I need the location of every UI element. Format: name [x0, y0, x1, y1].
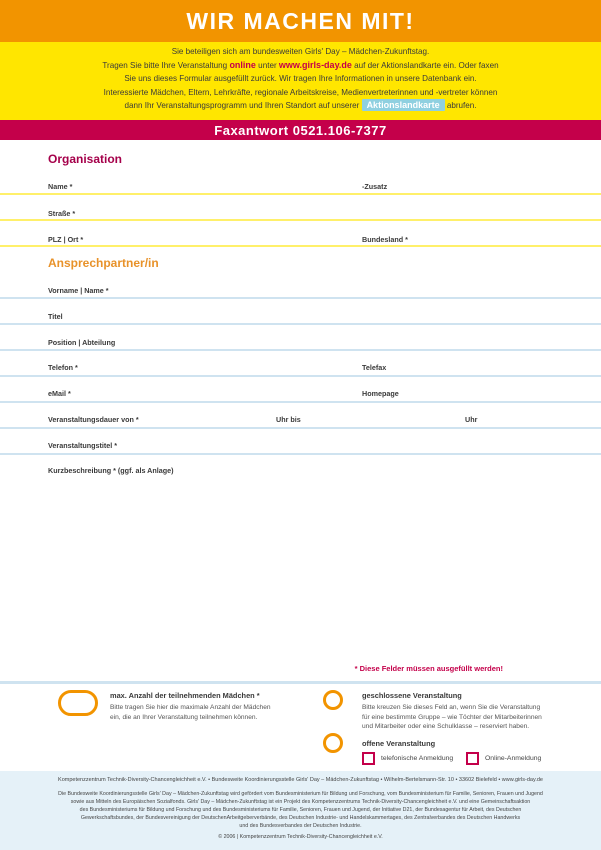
kurzbeschreibung-label: Kurzbeschreibung * (ggf. als Anlage) — [48, 466, 174, 475]
closed-event-help — [362, 703, 542, 732]
footer-address: Kompetenzzentrum Technik-Diversity-Chancengleichheit e.V. • Bundesweite Koordinierungsstelle Girls' Day – Mädchen-Zukunftstag • Wilhelm-Bertelsmann-Str. 10 • 33602 Bielefeld • www.girls-day.de — [58, 777, 543, 783]
fax-number: Faxantwort 0521.106-7377 — [214, 122, 387, 138]
page-title: WIR MACHEN MIT! — [186, 7, 415, 34]
intro-line-5 — [0, 99, 601, 113]
bundesland-label: Bundesland * — [362, 235, 408, 244]
intro-line-1: Sie beteiligen sich am bundesweiten Girls' Day – Mädchen-Zukunftstag. — [171, 47, 430, 56]
uhr-label: Uhr — [465, 415, 478, 424]
footer — [0, 771, 601, 850]
header-banner — [0, 0, 601, 42]
plz-ort-label: PLZ | Ort * — [48, 235, 84, 244]
strasse-label: Straße * — [48, 209, 76, 218]
position-label: Position | Abteilung — [48, 338, 116, 347]
name-field-line[interactable] — [0, 193, 601, 195]
phone-registration-label: telefonische Anmeldung — [381, 755, 454, 762]
intro-text-part: dann Ihr Veranstaltungsprogramm und Ihren Standort auf unserer — [124, 101, 362, 111]
intro-line-3: Sie uns dieses Formular ausgefüllt zurück. Wir tragen Ihre Informationen in unsere Datenbank ein. — [124, 74, 477, 84]
footer-sponsor-line: und des Bundesverbandes der Deutschen Industrie. — [239, 823, 362, 829]
zusatz-label: -Zusatz — [362, 182, 388, 191]
uhr-bis-label: Uhr bis — [276, 415, 301, 424]
homepage-label: Homepage — [362, 389, 399, 398]
required-note: * Diese Felder müssen ausgefüllt werden! — [354, 664, 503, 673]
max-count-input[interactable] — [58, 690, 98, 716]
closed-event-help-line: und Mitarbeiter oder eine Schulklasse – reserviert haben. — [362, 723, 530, 730]
intro-text-part: auf der Aktionslandkarte ein. Oder faxen — [351, 60, 499, 70]
intro-text — [0, 42, 601, 120]
max-count-help-line: ein, die an Ihrer Veranstaltung teilnehmen können. — [110, 713, 258, 721]
email-label: eMail * — [48, 389, 71, 398]
intro-text-part: unter — [255, 60, 279, 70]
email-field-line[interactable] — [0, 401, 601, 403]
footer-sponsors — [0, 790, 601, 830]
plz-ort-field-line[interactable] — [0, 245, 601, 247]
ansprechpartner-title: Ansprechpartner/in — [48, 256, 159, 270]
intro-text-part: abrufen. — [444, 101, 477, 111]
open-event-title: offene Veranstaltung — [362, 739, 436, 748]
vorname-label: Vorname | Name * — [48, 286, 109, 295]
max-count-help-line: Bitte tragen Sie hier die maximale Anzahl der Mädchen — [110, 704, 271, 711]
veranstaltungstitel-field-line[interactable] — [0, 453, 601, 455]
footer-sponsor-line: Gewerkschaftsbundes, der Bundesvereinigung der DeutschenArbeitgeberverbände, des Deutschen Industrie- und Handelskammertages, des Zentralverbandes des Deutschen Handwerks — [80, 815, 521, 821]
telefax-label: Telefax — [362, 363, 387, 372]
intro-line-4: Interessierte Mädchen, Eltern, Lehrkräfte, regionale Arbeitskreise, Medienvertreterinnen und -vertreter können — [103, 87, 498, 97]
options-divider — [0, 681, 601, 684]
footer-sponsor-line: sowie aus Mitteln des Europäischen Sozialfonds. Girls' Day – Mädchen-Zukunftstag ist ein Projekt des Kompetenzzentrums Technik-Diversity-Chancengleichheit e.V. und eine Gemeinschaftsaktion — [70, 799, 531, 805]
closed-event-title: geschlossene Veranstaltung — [362, 691, 462, 700]
closed-event-help-line: Bitte kreuzen Sie dieses Feld an, wenn Sie die Veranstaltung — [362, 704, 541, 711]
footer-sponsor-line: des Bundesministeriums für Bildung und Forschung und des Bundesministeriums für Familie, Senioren, Frauen und Jugend, der Initiative D21, der Bundesagentur für Arbeit, des Deutschen — [79, 807, 522, 813]
dauer-label: Veranstaltungsdauer von * — [48, 415, 139, 424]
intro-line-2 — [0, 59, 601, 73]
fax-banner — [0, 120, 601, 140]
max-count-help — [110, 703, 271, 722]
titel-field-line[interactable] — [0, 323, 601, 325]
aktionslandkarte-link[interactable]: Aktionslandkarte — [362, 99, 445, 111]
position-field-line[interactable] — [0, 349, 601, 351]
footer-copyright: © 2006 | Kompetenzzentrum Technik-Diversity-Chancengleichheit e.V. — [218, 834, 383, 840]
website-link[interactable]: www.girls-day.de — [278, 59, 352, 70]
online-registration-label: Online-Anmeldung — [485, 755, 542, 762]
online-registration-checkbox[interactable] — [466, 752, 479, 765]
telefon-field-line[interactable] — [0, 375, 601, 377]
vorname-field-line[interactable] — [0, 297, 601, 299]
closed-event-help-line: für eine bestimmte Gruppe – wie Töchter der Mitarbeiterinnen — [362, 713, 542, 721]
telefon-label: Telefon * — [48, 363, 78, 372]
name-label: Name * — [48, 182, 73, 191]
open-event-radio[interactable] — [323, 733, 343, 753]
strasse-field-line[interactable] — [0, 219, 601, 221]
organisation-title: Organisation — [48, 152, 123, 166]
dauer-field-line[interactable] — [0, 427, 601, 429]
phone-registration-checkbox[interactable] — [362, 752, 375, 765]
intro-text-part: Tragen Sie bitte Ihre Veranstaltung — [102, 60, 230, 70]
footer-sponsor-line: Die Bundesweite Koordinierungsstelle Girls' Day – Mädchen-Zukunftstag wird gefördert vom Bundesministerium für Bildung und Forschung, vom Bundesministerium für Familie, Senioren, Frauen und Jugend — [58, 791, 543, 797]
max-count-title: max. Anzahl der teilnehmenden Mädchen * — [110, 691, 260, 700]
online-highlight: online — [229, 59, 256, 70]
closed-event-radio[interactable] — [323, 690, 343, 710]
veranstaltungstitel-label: Veranstaltungstitel * — [48, 441, 118, 450]
titel-label: Titel — [48, 312, 63, 321]
